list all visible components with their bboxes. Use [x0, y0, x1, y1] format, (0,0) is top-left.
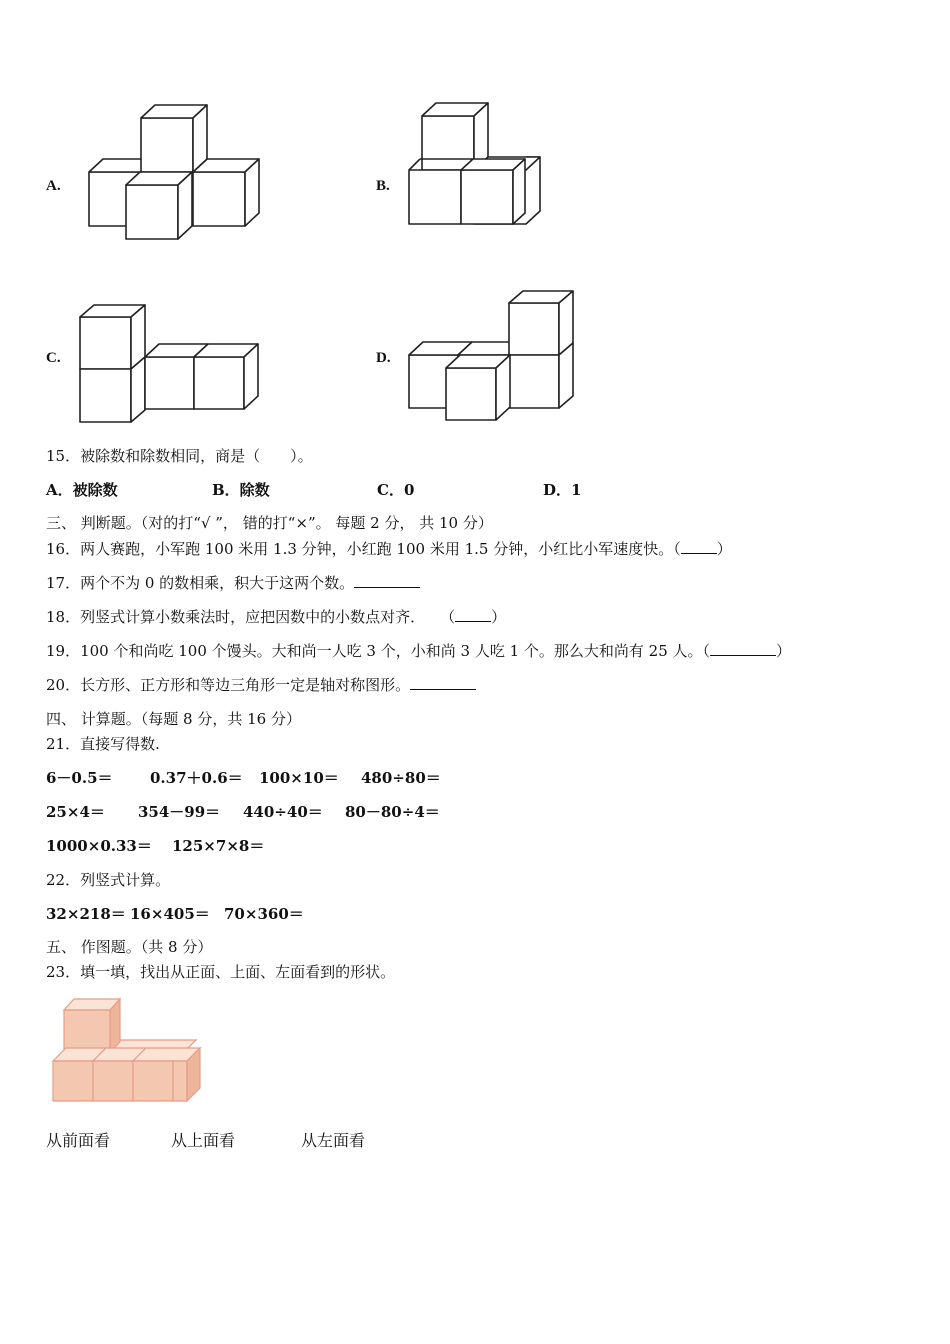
option-b-cube-figure — [406, 101, 546, 241]
q19-stem: 19．100 个和尚吃 100 个馒头。大和尚一人吃 3 个，小和尚 3 人吃 1 个。那么大和尚有 25 人。（ — [46, 642, 711, 660]
q17-stem: 17．两个不为 0 的数相乘，积大于这两个数。 — [46, 574, 355, 592]
q22-stem: 22．列竖式计算。 — [46, 871, 171, 889]
q23-view-top: 从上面看 — [171, 1131, 236, 1150]
q23-view-front: 从前面看 — [46, 1131, 111, 1150]
q19-close: ） — [776, 642, 792, 660]
q18-close: ） — [491, 608, 507, 626]
q18-line — [46, 606, 506, 627]
q19-answer-blank[interactable] — [710, 643, 776, 656]
q15-stem: 15．被除数和除数相同，商是（ ）。 — [46, 447, 313, 465]
section-5-title: 五、 作图题。（共 8 分） — [46, 938, 213, 956]
q18-stem: 18．列竖式计算小数乘法时，应把因数中的小数点对齐． （ — [46, 608, 456, 626]
q21-item: 0.37＋0.6＝ — [150, 769, 243, 787]
option-a-label: A. — [46, 178, 61, 194]
option-d-label: D. — [376, 350, 391, 366]
q22-item: 16×405＝ — [130, 905, 210, 923]
q21-item: 80－80÷4＝ — [345, 803, 440, 821]
q22-item: 32×218＝ — [46, 905, 126, 923]
q21-item: 440÷40＝ — [243, 803, 323, 821]
q21-item: 354－99＝ — [138, 803, 221, 821]
q16-line — [46, 538, 732, 559]
q15-option-a[interactable]: A．被除数 — [46, 481, 118, 499]
q23-cube-figure — [50, 994, 210, 1106]
q15-option-b[interactable]: B．除数 — [212, 481, 270, 499]
option-a-cube-figure — [86, 103, 266, 243]
q23-stem: 23．填一填，找出从正面、上面、左面看到的形状。 — [46, 963, 396, 981]
q21-item: 25×4＝ — [46, 803, 105, 821]
q20-line — [46, 674, 476, 695]
option-c-cube-figure — [78, 303, 268, 428]
q17-line — [46, 572, 420, 593]
q21-stem: 21．直接写得数. — [46, 735, 160, 753]
section-3-title: 三、 判断题。（对的打“√ ”， 错的打“×”。 每题 2 分， 共 10 分） — [46, 514, 493, 532]
option-d-cube-figure — [406, 289, 581, 424]
option-c-label: C. — [46, 350, 61, 366]
q21-item: 6－0.5＝ — [46, 769, 113, 787]
section-4-title: 四、 计算题。（每题 8 分，共 16 分） — [46, 710, 301, 728]
q15-option-d[interactable]: D．1 — [543, 481, 582, 499]
q23-view-left: 从左面看 — [301, 1131, 366, 1150]
q20-stem: 20．长方形、正方形和等边三角形一定是轴对称图形。 — [46, 676, 411, 694]
q16-answer-blank[interactable] — [681, 541, 717, 554]
q18-answer-blank[interactable] — [455, 609, 491, 622]
q21-item: 480÷80＝ — [361, 769, 441, 787]
q16-close: ） — [716, 540, 732, 558]
option-b-label: B. — [376, 178, 390, 194]
q17-answer-blank[interactable] — [354, 573, 420, 588]
q21-item: 1000×0.33＝ — [46, 837, 152, 855]
q21-item: 125×7×8＝ — [172, 837, 265, 855]
q21-item: 100×10＝ — [259, 769, 339, 787]
q20-answer-blank[interactable] — [410, 675, 476, 690]
q22-item: 70×360＝ — [224, 905, 304, 923]
q15-option-c[interactable]: C．0 — [377, 481, 415, 499]
q16-stem: 16．两人赛跑，小军跑 100 米用 1.3 分钟，小红跑 100 米用 1.5 分钟，小红比小军速度快。（ — [46, 540, 681, 558]
q19-line — [46, 640, 791, 661]
